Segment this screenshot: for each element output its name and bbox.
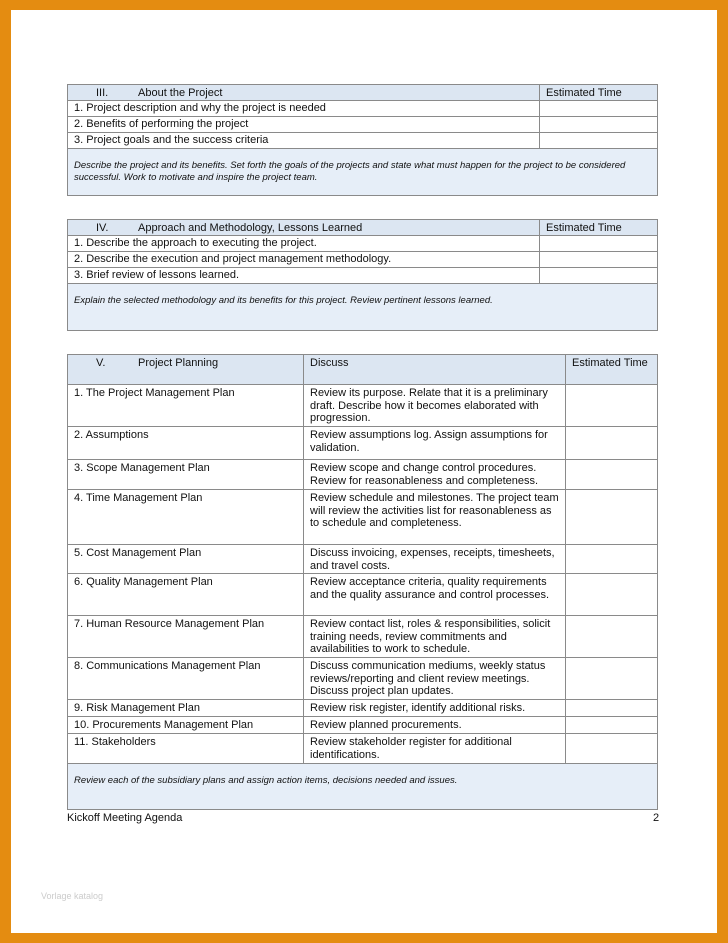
section-description: Review each of the subsidiary plans and assign action items, decisions needed and issues. (68, 764, 658, 810)
section-title (68, 355, 304, 385)
table-row (68, 490, 658, 545)
time-cell[interactable] (566, 574, 658, 616)
agenda-item: 10. Procurements Management Plan (68, 717, 304, 734)
table-row (68, 460, 658, 490)
section-number: III. (96, 87, 109, 99)
table-row (68, 616, 658, 658)
discuss-cell: Review scope and change control procedures. Review for reasonableness and completeness. (304, 460, 566, 490)
agenda-item: 1. Project description and why the project is needed (68, 101, 540, 117)
agenda-item: 3. Brief review of lessons learned. (68, 268, 540, 284)
agenda-item: 3. Project goals and the success criteria (68, 133, 540, 149)
time-cell[interactable] (566, 427, 658, 460)
discuss-cell: Review acceptance criteria, quality requirements and the quality assurance and control processes. (304, 574, 566, 616)
time-cell[interactable] (566, 658, 658, 700)
time-header: Estimated Time (540, 220, 658, 236)
section-title-text: About the Project (138, 87, 223, 99)
discuss-cell: Review risk register, identify additional risks. (304, 700, 566, 717)
agenda-item: 5. Cost Management Plan (68, 545, 304, 574)
project-planning-table (67, 354, 658, 810)
table-row (68, 236, 658, 252)
section-title (68, 220, 540, 236)
discuss-cell: Discuss invoicing, expenses, receipts, timesheets, and travel costs. (304, 545, 566, 574)
discuss-cell: Review assumptions log. Assign assumptions for validation. (304, 427, 566, 460)
agenda-item: 9. Risk Management Plan (68, 700, 304, 717)
time-cell[interactable] (540, 268, 658, 284)
discuss-cell: Discuss communication mediums, weekly status reviews/reporting and client review meetings. Discuss project plan updates. (304, 658, 566, 700)
table-row (68, 427, 658, 460)
time-cell[interactable] (566, 700, 658, 717)
agenda-item: 8. Communications Management Plan (68, 658, 304, 700)
watermark: Vorlage katalog (41, 891, 104, 901)
time-cell[interactable] (566, 385, 658, 427)
time-cell[interactable] (540, 252, 658, 268)
discuss-cell: Review schedule and milestones. The project team will review the activities list for reasonableness as to schedule and completeness. (304, 490, 566, 545)
time-header: Estimated Time (566, 355, 658, 385)
approach-methodology-table (67, 219, 658, 331)
table-row (68, 117, 658, 133)
agenda-item: 6. Quality Management Plan (68, 574, 304, 616)
agenda-item: 11. Stakeholders (68, 734, 304, 764)
description-row (68, 764, 658, 810)
discuss-cell: Review its purpose. Relate that it is a preliminary draft. Describe how it becomes elaborated with progression. (304, 385, 566, 427)
section-title-text: Approach and Methodology, Lessons Learned (138, 222, 363, 234)
time-cell[interactable] (566, 616, 658, 658)
agenda-item: 4. Time Management Plan (68, 490, 304, 545)
description-row (68, 149, 658, 196)
page-number: 2 (653, 812, 660, 824)
table-row (68, 700, 658, 717)
time-cell[interactable] (566, 545, 658, 574)
section-title-text: Project Planning (138, 357, 219, 369)
agenda-item: 1. Describe the approach to executing the project. (68, 236, 540, 252)
table-row (68, 385, 658, 427)
time-cell[interactable] (566, 717, 658, 734)
table-row (68, 101, 658, 117)
section-number: IV. (96, 222, 109, 234)
discuss-cell: Review contact list, roles & responsibilities, solicit training needs, review commitments and availabilities to work to schedule. (304, 616, 566, 658)
table-row (68, 252, 658, 268)
description-row (68, 284, 658, 331)
agenda-item: 2. Describe the execution and project management methodology. (68, 252, 540, 268)
table-row (68, 545, 658, 574)
agenda-item: 2. Assumptions (68, 427, 304, 460)
table-row (68, 133, 658, 149)
time-cell[interactable] (540, 117, 658, 133)
table-row (68, 734, 658, 764)
table-header-row (68, 220, 658, 236)
agenda-item: 3. Scope Management Plan (68, 460, 304, 490)
table-row (68, 658, 658, 700)
time-cell[interactable] (566, 490, 658, 545)
time-header: Estimated Time (540, 85, 658, 101)
time-cell[interactable] (566, 734, 658, 764)
section-description: Describe the project and its benefits. Set forth the goals of the projects and state what must happen for the project to be considered successful. Work to motivate and inspire the project team. (68, 149, 658, 196)
discuss-header: Discuss (304, 355, 566, 385)
table-row (68, 717, 658, 734)
section-title (68, 85, 540, 101)
section-description: Explain the selected methodology and its benefits for this project. Review pertinent lessons learned. (68, 284, 658, 331)
time-cell[interactable] (540, 101, 658, 117)
table-header-row (68, 85, 658, 101)
discuss-cell: Review planned procurements. (304, 717, 566, 734)
footer-title: Kickoff Meeting Agenda (67, 812, 183, 824)
table-row (68, 268, 658, 284)
agenda-item: 7. Human Resource Management Plan (68, 616, 304, 658)
about-project-table (67, 84, 658, 196)
section-number: V. (96, 357, 106, 369)
agenda-item: 1. The Project Management Plan (68, 385, 304, 427)
time-cell[interactable] (566, 460, 658, 490)
time-cell[interactable] (540, 236, 658, 252)
document-page (11, 10, 717, 933)
time-cell[interactable] (540, 133, 658, 149)
discuss-cell: Review stakeholder register for additional identifications. (304, 734, 566, 764)
table-row (68, 574, 658, 616)
table-header-row (68, 355, 658, 385)
agenda-item: 2. Benefits of performing the project (68, 117, 540, 133)
